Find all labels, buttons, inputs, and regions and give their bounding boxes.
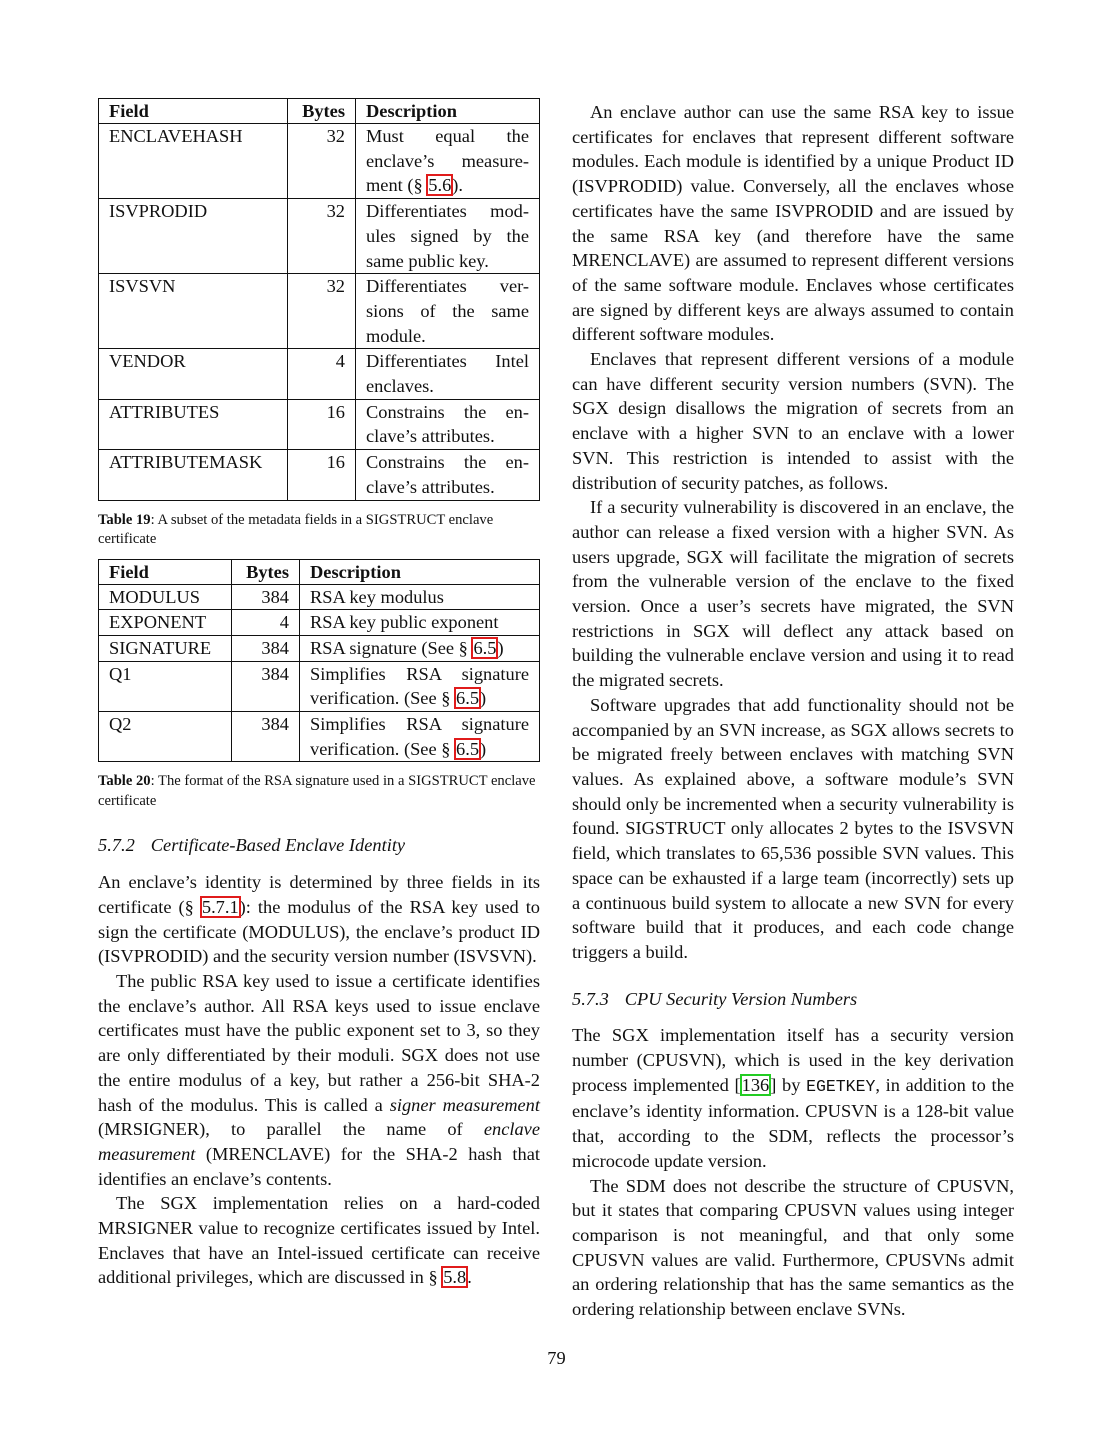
left-column bbox=[98, 98, 540, 1290]
table-row bbox=[99, 199, 540, 274]
bytes-cell: 4 bbox=[288, 349, 356, 399]
table-row bbox=[99, 450, 540, 500]
citation-link[interactable]: 136 bbox=[741, 1074, 770, 1095]
description-cell: Constrains the en-clave’s attributes. bbox=[356, 450, 540, 500]
header-description: Description bbox=[300, 559, 540, 584]
table-row bbox=[99, 349, 540, 399]
description-cell: Differentiates ver-sions of the same module. bbox=[356, 274, 540, 349]
paragraph: Enclaves that represent different versions of a module can have different security version numbers (SVN). The SGX design disallows the migration of secrets from an enclave with a higher SVN to an enclave with a lower SVN. This restriction is intended to assist with the distribution of security patches, as follows. bbox=[572, 349, 1014, 493]
bytes-cell: 16 bbox=[288, 399, 356, 449]
section-heading-5-7-3: 5.7.3 CPU Security Version Numbers bbox=[572, 988, 858, 1009]
paragraph: The SGX implementation relies on a hard-coded MRSIGNER value to recognize certificates issued by Intel. Enclaves that have an Intel-issued certificate can receive additional privileges, which are discussed in § 5.8. bbox=[98, 1193, 540, 1288]
section-heading-5-7-2: 5.7.2 Certificate-Based Enclave Identity bbox=[98, 835, 406, 856]
field-cell: ISVSVN bbox=[99, 274, 288, 349]
table-row bbox=[99, 635, 540, 661]
section-link[interactable]: 6.5 bbox=[473, 637, 497, 658]
paragraph: An enclave’s identity is determined by three fields in its certificate (§ 5.7.1): the modulus of the RSA key used to sign the certificate (MODULUS), the enclave’s product ID (ISVPRODID) and the security version number (ISVSVN). bbox=[98, 872, 541, 967]
section-link[interactable]: 6.5 bbox=[456, 688, 480, 709]
table-row bbox=[99, 124, 540, 199]
section-link[interactable]: 5.8 bbox=[443, 1267, 467, 1288]
header-field: Field bbox=[99, 99, 288, 124]
bytes-cell: 4 bbox=[232, 610, 300, 636]
description-cell: RSA signature (See § 6.5) bbox=[300, 635, 540, 661]
field-cell: VENDOR bbox=[99, 349, 288, 399]
header-description: Description bbox=[356, 99, 540, 124]
bytes-cell: 384 bbox=[232, 712, 300, 762]
paragraph: The SDM does not describe the structure of CPUSVN, but it states that comparing CPUSVN values using integer comparison is not meaningful, and that only some CPUSVN values are valid. Furthermore, CPUSVNs admit an ordering relationship that has the same semantics as the ordering relationship between enclave SVNs. bbox=[572, 1175, 1014, 1320]
right-column bbox=[572, 100, 1014, 1322]
table-row bbox=[99, 712, 540, 762]
field-cell: ATTRIBUTES bbox=[99, 399, 288, 449]
section-link[interactable]: 6.5 bbox=[456, 738, 480, 759]
page-number: 79 bbox=[547, 1348, 566, 1368]
description-cell: Constrains the en-clave’s attributes. bbox=[356, 399, 540, 449]
field-cell: ATTRIBUTEMASK bbox=[99, 450, 288, 500]
table-20-caption: Table 20: The format of the RSA signature used in a SIGSTRUCT enclave certificate bbox=[98, 773, 536, 809]
table-row bbox=[99, 399, 540, 449]
bytes-cell: 16 bbox=[288, 450, 356, 500]
table-row bbox=[99, 274, 540, 349]
field-cell: SIGNATURE bbox=[99, 635, 232, 661]
description-cell: RSA key modulus bbox=[300, 584, 540, 610]
field-cell: ENCLAVEHASH bbox=[99, 124, 288, 199]
bytes-cell: 32 bbox=[288, 274, 356, 349]
table-row bbox=[99, 584, 540, 610]
description-cell: Differentiates mod-ules signed by the same public key. bbox=[356, 199, 540, 274]
description-cell: Simplifies RSA signature verification. (See § 6.5) bbox=[300, 661, 540, 711]
header-bytes: Bytes bbox=[232, 559, 300, 584]
paragraph: The public RSA key used to issue a certificate identifies the enclave’s author. All RSA keys used to issue enclave certificates must have the public exponent set to 3, so they are only differentiated by their moduli. SGX does not use the entire modulus of a key, but rather a 256-bit SHA-2 hash of the modulus. This is called a signer measurement (MRSIGNER), to parallel the name of enclave measurement (MRENCLAVE) for the SHA-2 hash that identifies an enclave’s contents. bbox=[98, 970, 540, 1189]
field-cell: Q1 bbox=[99, 661, 232, 711]
section-link[interactable]: 5.7.1 bbox=[201, 896, 239, 917]
description-cell: Differentiates Intel enclaves. bbox=[356, 349, 540, 399]
bytes-cell: 384 bbox=[232, 584, 300, 610]
field-cell: EXPONENT bbox=[99, 610, 232, 636]
header-bytes: Bytes bbox=[288, 99, 356, 124]
table-19 bbox=[98, 98, 540, 501]
header-field: Field bbox=[99, 559, 232, 584]
table-row bbox=[99, 610, 540, 636]
description-cell: Simplifies RSA signature verification. (See § 6.5) bbox=[300, 712, 540, 762]
field-cell: MODULUS bbox=[99, 584, 232, 610]
field-cell: Q2 bbox=[99, 712, 232, 762]
paragraph: Software upgrades that add functionality should not be accompanied by an SVN increase, as SGX allows secrets to be migrated freely between enclaves with matching SVN values. As explained above, a software module’s SVN should only be incremented when a security vulnerability is found. SIGSTRUCT only allocates 2 bytes to the ISVSVN field, which translates to 65,536 possible SVN values. This space can be exhausted if a large team (incorrectly) sets up a continuous build system to allocate a new SVN for every software build that it produces, and each code change triggers a build. bbox=[572, 694, 1014, 962]
section-link[interactable]: 5.6 bbox=[428, 175, 452, 196]
table-20 bbox=[98, 559, 540, 763]
bytes-cell: 32 bbox=[288, 199, 356, 274]
bytes-cell: 384 bbox=[232, 635, 300, 661]
bytes-cell: 384 bbox=[232, 661, 300, 711]
paragraph: The SGX implementation itself has a security version number (CPUSVN), which is used in the key derivation process implemented [136] by EGETKEY, in addition to the enclave’s identity information. CPUSVN is a 128-bit value that, according to the SDM, reflects the processor’s microcode update version. bbox=[572, 1025, 1014, 1171]
field-cell: ISVPRODID bbox=[99, 199, 288, 274]
table-row bbox=[99, 661, 540, 711]
paragraph: An enclave author can use the same RSA key to issue certificates for enclaves that represent different software modules. Each module is identified by a unique Product ID (ISVPRODID) value. Conversely, all the enclaves whose certificates have the same ISVPRODID and are issued by the same RSA key (and therefore have the same MRENCLAVE) are assumed to represent different versions of the same software module. Enclaves whose certificates are signed by different keys are always assumed to contain different software modules. bbox=[572, 102, 1014, 345]
bytes-cell: 32 bbox=[288, 124, 356, 199]
paragraph: If a security vulnerability is discovered in an enclave, the author can release a fixed version with a higher SVN. As users upgrade, SGX will facilitate the migration of secrets from the vulnerable version of the enclave to the fixed version. Once a user’s secrets have migrated, the SVN restrictions in SGX will deflect any attack based on building the vulnerable enclave version and using it to read the migrated secrets. bbox=[572, 497, 1014, 691]
table-19-caption: Table 19: A subset of the metadata fields in a SIGSTRUCT enclave certificate bbox=[98, 511, 494, 548]
description-cell: Must equal the enclave’s measure-ment (§ 5.6). bbox=[356, 124, 540, 199]
description-cell: RSA key public exponent bbox=[300, 610, 540, 636]
